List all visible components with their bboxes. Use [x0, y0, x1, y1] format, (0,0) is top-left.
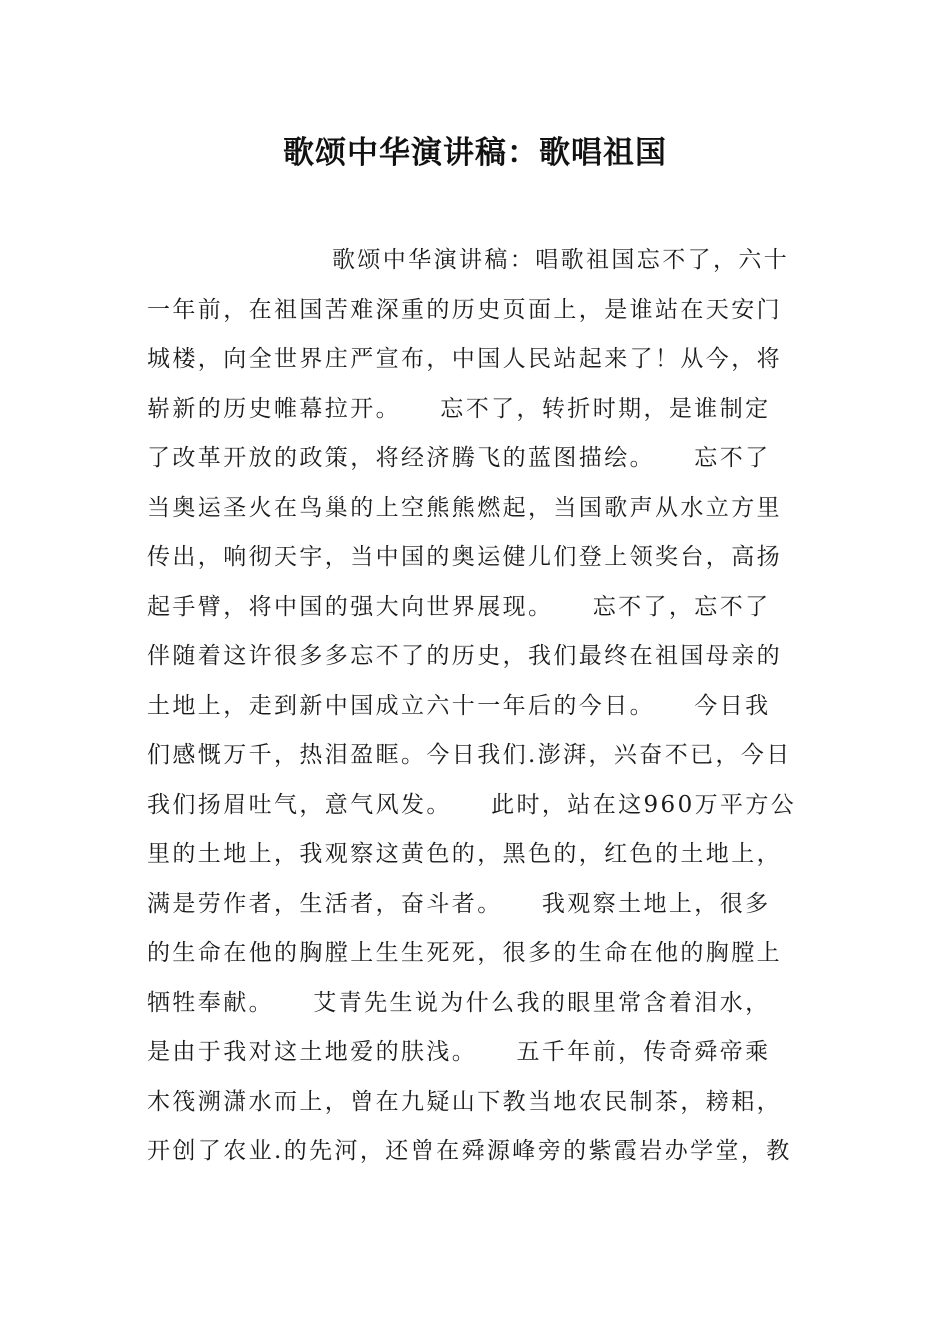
- body-line: 满是劳作者，生活者，奋斗者。 我观察土地上，很多: [147, 890, 771, 917]
- body-line: 们感慨万千，热泪盈眶。今日我们.澎湃，兴奋不已，今日: [147, 742, 792, 768]
- body-line: 里的土地上，我观察这黄色的，黑色的，红色的土地上，: [147, 841, 782, 867]
- body-line: 歌颂中华演讲稿：唱歌祖国忘不了，六十: [332, 247, 790, 273]
- body-line: 牺牲奉献。 艾青先生说为什么我的眼里常含着泪水，: [147, 989, 771, 1016]
- body-line: 崭新的历史帷幕拉开。 忘不了，转折时期，是谁制定: [147, 395, 771, 422]
- body-line: 起手臂，将中国的强大向世界展现。 忘不了，忘不了: [147, 593, 771, 620]
- document-body: [147, 236, 807, 1177]
- body-line: 传出，响彻天宇，当中国的奥运健儿们登上领奖台，高扬: [147, 544, 782, 570]
- body-line: 的生命在他的胸膛上生生死死，很多的生命在他的胸膛上: [147, 940, 782, 966]
- body-line: 城楼，向全世界庄严宣布，中国人民站起来了！从今，将: [147, 346, 782, 372]
- body-line: 一年前，在祖国苦难深重的历史页面上，是谁站在天安门: [147, 296, 782, 323]
- body-line: 是由于我对这土地爱的肤浅。 五千年前，传奇舜帝乘: [147, 1039, 771, 1065]
- body-line: 土地上，走到新中国成立六十一年后的今日。 今日我: [147, 692, 771, 719]
- body-line: 伴随着这许很多多忘不了的历史，我们最终在祖国母亲的: [147, 643, 782, 669]
- body-line: 我们扬眉吐气，意气风发。 此时，站在这960万平方公: [147, 791, 797, 818]
- document-title: 歌颂中华演讲稿：歌唱祖国: [283, 135, 667, 171]
- body-line: 了改革开放的政策，将经济腾飞的蓝图描绘。 忘不了: [147, 445, 771, 471]
- body-line: 当奥运圣火在鸟巢的上空熊熊燃起，当国歌声从水立方里: [147, 494, 782, 521]
- body-line: 开创了农业.的先河，还曾在舜源峰旁的紫霞岩办学堂，教: [147, 1138, 792, 1164]
- body-line: 木筏溯潇水而上，曾在九疑山下教当地农民制茶，耪耜，: [147, 1088, 782, 1115]
